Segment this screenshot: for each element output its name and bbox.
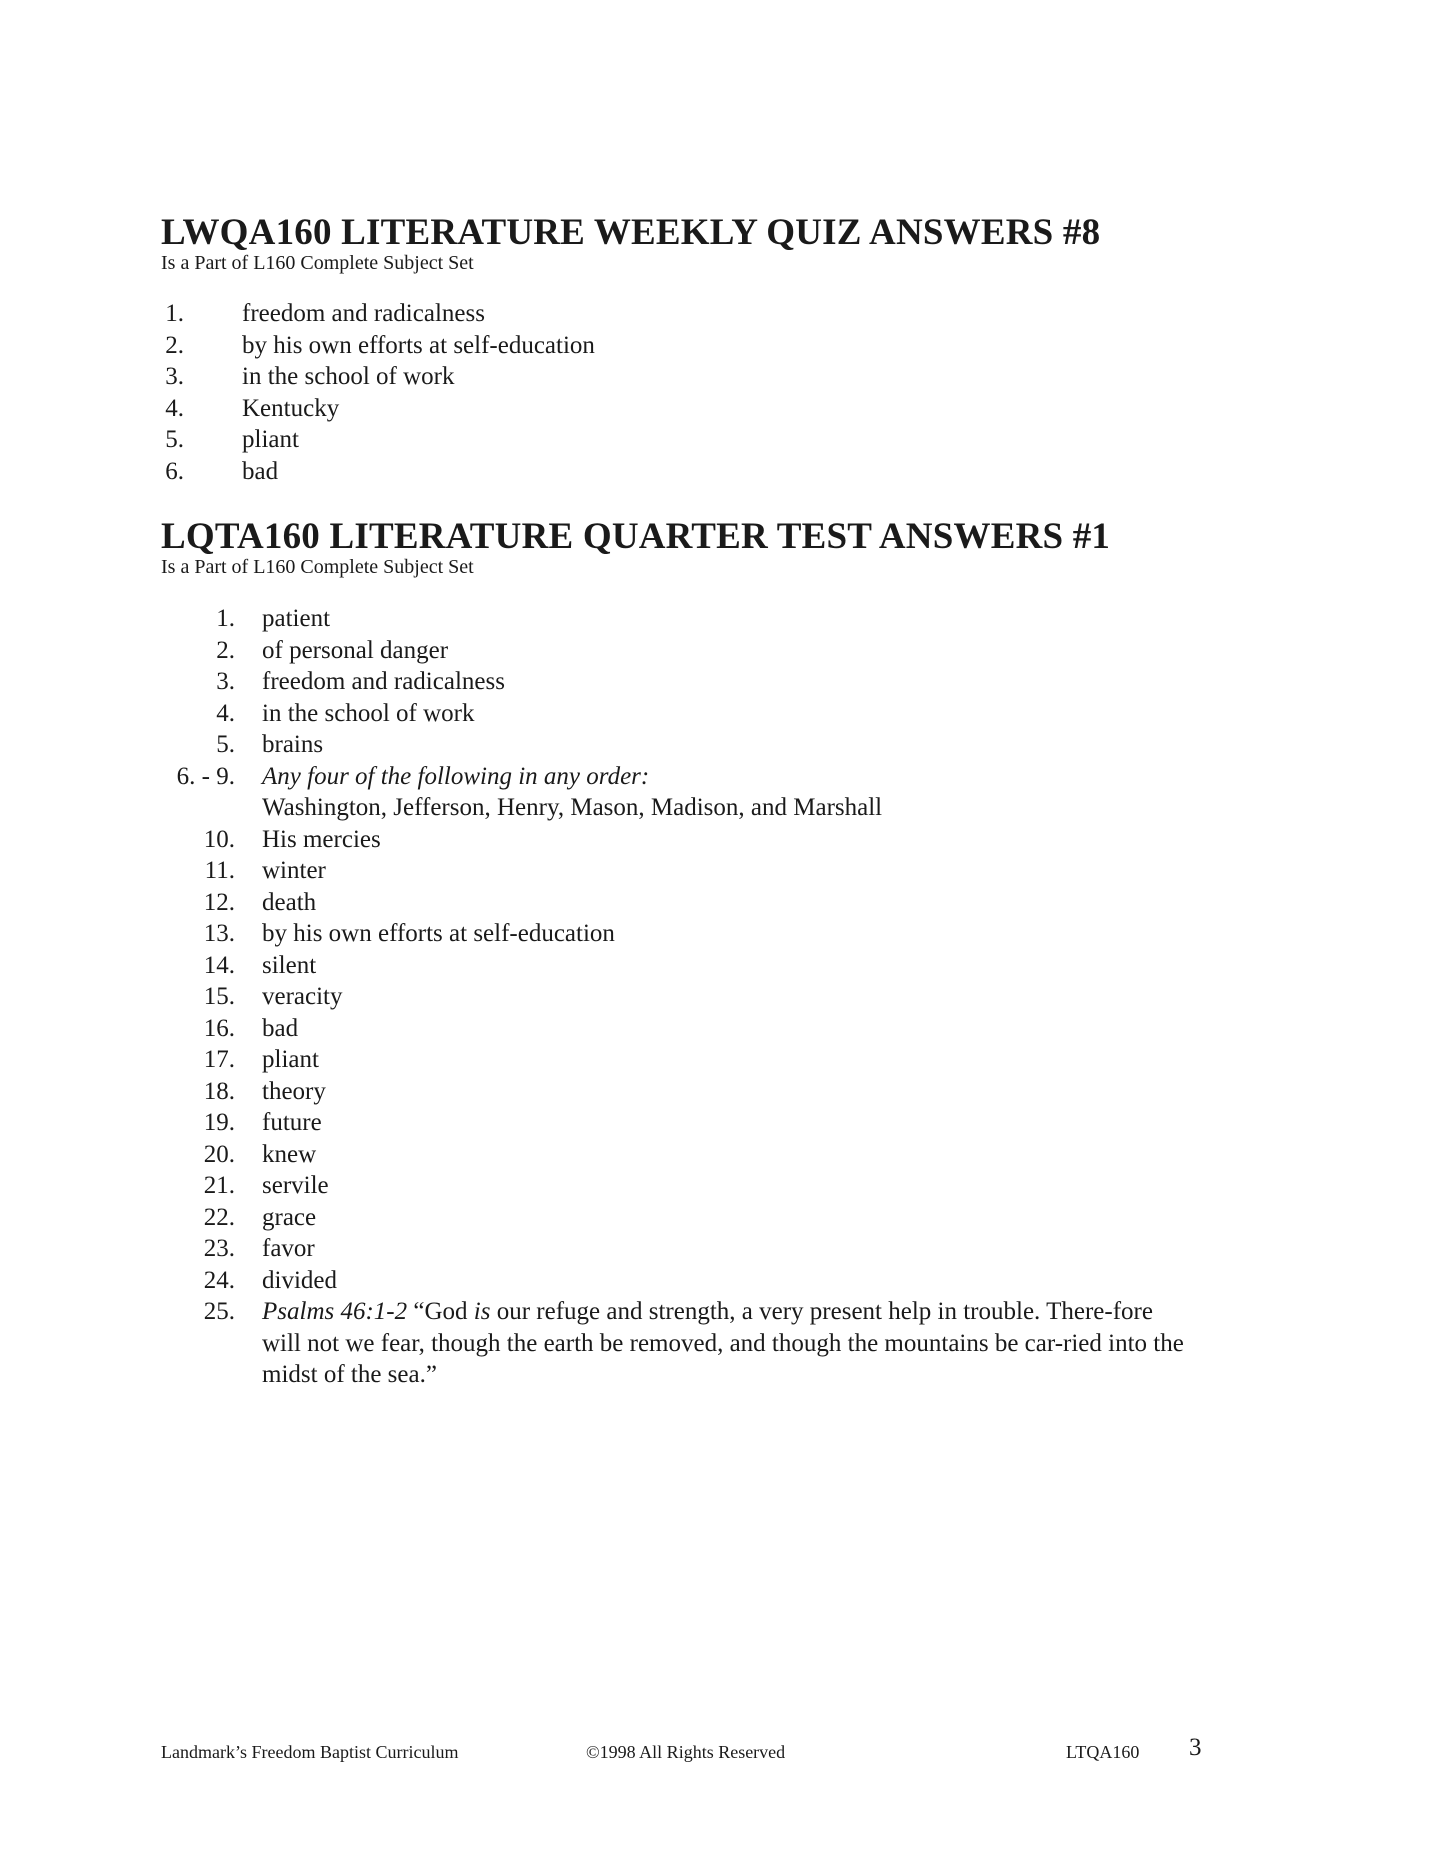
answer-number: 2. <box>165 331 184 359</box>
answer-number: 4. <box>216 699 235 727</box>
answer-number: 17. <box>203 1046 235 1073</box>
quiz-section-subtitle: Is a Part of L160 Complete Subject Set <box>161 252 474 274</box>
answer-number: 5. <box>165 426 184 453</box>
answer-number: 5. <box>216 731 235 758</box>
answer-text: pliant <box>262 1046 319 1073</box>
answer-text: by his own efforts at self-education <box>242 331 595 359</box>
answer-text: in the school of work <box>262 699 475 727</box>
answer-text: theory <box>262 1077 326 1105</box>
answer-text: brains <box>262 731 324 758</box>
answer-number: 24. <box>203 1266 235 1294</box>
answer-number: 10. <box>203 825 235 853</box>
scripture-reference: Psalms 46:1-2 <box>262 1298 408 1325</box>
answer-number: 2. <box>216 636 235 664</box>
answer-number: 25. <box>203 1298 235 1325</box>
answer-text: His mercies <box>262 825 381 853</box>
answer-text: veracity <box>262 983 343 1010</box>
answer-text: winter <box>262 857 326 884</box>
scripture-quote-end: our refuge and strength, a very present help in trouble. There-fore will not we fear, though the earth be removed, and though the mountains be car-ried into the midst of the sea.” <box>262 1298 1184 1388</box>
answer-text: knew <box>262 1140 317 1168</box>
answer-text: favor <box>262 1235 315 1262</box>
answer-text: in the school of work <box>242 363 455 390</box>
answer-text: death <box>262 888 317 916</box>
answer-number: 6. <box>165 457 184 485</box>
scripture-quote-start: “God <box>407 1298 474 1325</box>
test-section-title: LQTA160 LITERATURE QUARTER TEST ANSWERS #1 <box>161 516 1111 557</box>
answer-number: 4. <box>165 394 184 422</box>
answer-instruction: Any four of the following in any order: <box>262 762 650 790</box>
answer-text: future <box>262 1109 322 1136</box>
answer-text: divided <box>262 1266 337 1294</box>
answer-text: of personal danger <box>262 636 449 664</box>
quiz-section-title: LWQA160 LITERATURE WEEKLY QUIZ ANSWERS #8 <box>161 212 1101 253</box>
answer-number: 21. <box>203 1172 235 1199</box>
test-section-subtitle: Is a Part of L160 Complete Subject Set <box>161 556 474 578</box>
answer-number: 1. <box>216 605 235 632</box>
answer-text: pliant <box>242 426 299 453</box>
answer-number: 11. <box>204 857 235 884</box>
answer-text: by his own efforts at self-education <box>262 920 615 947</box>
answer-number: 13. <box>203 920 235 947</box>
answer-number: 3. <box>165 363 184 390</box>
answer-number: 3. <box>216 668 235 695</box>
footer-page-number: 3 <box>1189 1734 1202 1761</box>
answer-text: silent <box>262 951 317 979</box>
answer-text: grace <box>262 1203 317 1231</box>
answer-number: 18. <box>203 1077 235 1105</box>
answer-text: patient <box>262 605 331 632</box>
answer-number: 1. <box>165 300 184 327</box>
answer-number: 23. <box>203 1235 235 1262</box>
footer-code: LTQA160 <box>1066 1742 1140 1762</box>
answer-text: servile <box>262 1172 329 1199</box>
answer-number: 19. <box>203 1109 235 1136</box>
answer-number: 16. <box>203 1014 235 1042</box>
answer-text: bad <box>242 457 279 485</box>
answer-number: 15. <box>203 983 235 1010</box>
answer-number: 12. <box>203 888 235 916</box>
answer-text: Washington, Jefferson, Henry, Mason, Madison, and Marshall <box>262 794 883 821</box>
answer-text <box>262 1296 1197 1391</box>
answer-number: 14. <box>203 951 235 979</box>
answer-text: freedom and radicalness <box>242 300 485 327</box>
footer-copyright: ©1998 All Rights Reserved <box>586 1742 786 1762</box>
footer-publisher: Landmark’s Freedom Baptist Curriculum <box>161 1742 459 1762</box>
scripture-quote-italic: is <box>473 1298 491 1325</box>
answer-number: 20. <box>203 1140 235 1168</box>
answer-number: 6. - 9. <box>176 762 235 790</box>
answer-text: freedom and radicalness <box>262 668 505 695</box>
answer-text: Kentucky <box>242 394 340 422</box>
answer-text: bad <box>262 1014 299 1042</box>
answer-number: 22. <box>203 1203 235 1231</box>
